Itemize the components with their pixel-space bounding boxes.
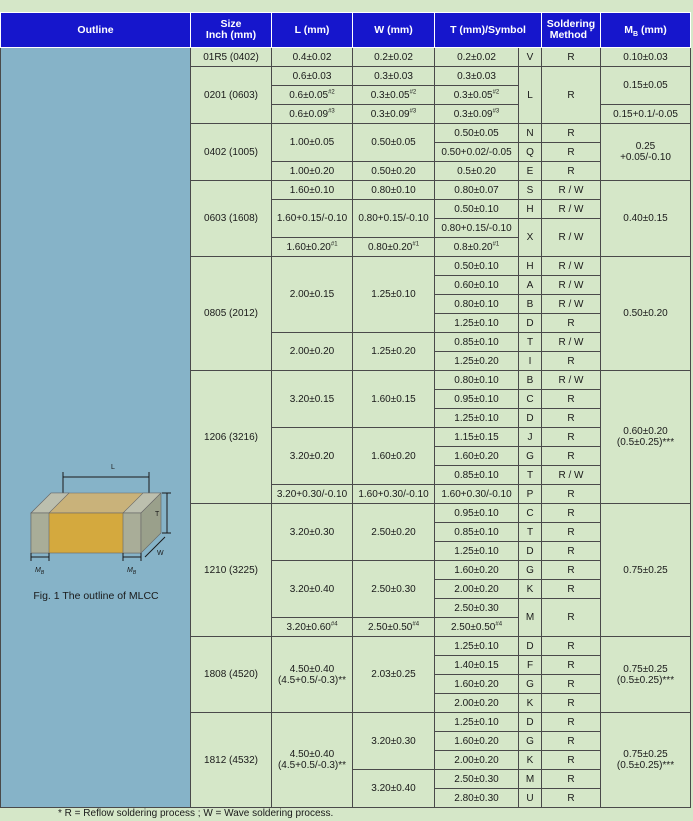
symbol-cell: S xyxy=(519,181,542,200)
l-cell: 1.60+0.15/-0.10 xyxy=(272,200,353,238)
symbol-cell: K xyxy=(519,694,542,713)
soldering-cell: R xyxy=(542,48,601,67)
t-cell: 1.25±0.10 xyxy=(435,409,519,428)
w-cell: 0.80±0.10 xyxy=(353,181,435,200)
header-l: L (mm) xyxy=(272,13,353,48)
header-w: W (mm) xyxy=(353,13,435,48)
mb-cell: 0.40±0.15 xyxy=(601,181,691,257)
soldering-cell: R xyxy=(542,447,601,466)
header-mb-prefix: M xyxy=(624,23,634,36)
w-cell: 0.50±0.20 xyxy=(353,162,435,181)
l-cell: $0.6\pm 0.05^{\#2}$ xyxy=(272,86,353,105)
footnote-mark: #1 xyxy=(412,241,420,248)
symbol-cell: D xyxy=(519,314,542,333)
t-cell: 1.60±0.20 xyxy=(435,675,519,694)
footnote-mark: #2 xyxy=(409,89,417,96)
symbol-cell: G xyxy=(519,675,542,694)
t-cell: 0.50±0.05 xyxy=(435,124,519,143)
soldering-cell: R xyxy=(542,314,601,333)
t-cell: 0.80±0.10 xyxy=(435,295,519,314)
l-cell: 3.20±0.30 xyxy=(272,504,353,561)
symbol-cell: M xyxy=(519,599,542,637)
l-cell: 3.20±0.20 xyxy=(272,428,353,485)
l-cell: 0.6±0.03 xyxy=(272,67,353,86)
mb-cell: 0.25 +0.05/-0.10 xyxy=(601,124,691,181)
header-soldering-mark: * xyxy=(589,29,593,36)
t-cell: 0.80±0.07 xyxy=(435,181,519,200)
size-cell: 1210 (3225) xyxy=(191,504,272,637)
mb-cell: 0.15+0.1/-0.05 xyxy=(601,105,691,124)
w-cell: 1.60±0.20 xyxy=(353,428,435,485)
size-cell: 1808 (4520) xyxy=(191,637,272,713)
t-cell: 1.15±0.15 xyxy=(435,428,519,447)
t-cell: 0.80+0.15/-0.10 xyxy=(435,219,519,238)
mb-cell: 0.75±0.25 (0.5±0.25)*** xyxy=(601,713,691,808)
footnote-mark: #4 xyxy=(330,621,338,628)
figure-label-t: T xyxy=(155,510,160,518)
w-cell: 3.20±0.40 xyxy=(353,770,435,808)
l-cell: 3.20+0.30/-0.10 xyxy=(272,485,353,504)
header-soldering xyxy=(542,13,601,48)
t-cell: 1.40±0.15 xyxy=(435,656,519,675)
soldering-cell: R xyxy=(542,504,601,523)
l-cell: 2.00±0.15 xyxy=(272,257,353,333)
soldering-cell: R / W xyxy=(542,276,601,295)
t-cell: $0.3\pm 0.09^{\#3}$ xyxy=(435,105,519,124)
t-cell: 0.50±0.10 xyxy=(435,200,519,219)
symbol-cell: C xyxy=(519,504,542,523)
soldering-cell: R xyxy=(542,732,601,751)
symbol-cell: T xyxy=(519,523,542,542)
soldering-cell: R xyxy=(542,789,601,808)
w-cell: 1.25±0.20 xyxy=(353,333,435,371)
t-cell: 2.80±0.30 xyxy=(435,789,519,808)
soldering-cell: R / W xyxy=(542,219,601,257)
soldering-cell: R xyxy=(542,675,601,694)
l-cell: 4.50±0.40 (4.5+0.5/-0.3)** xyxy=(272,637,353,713)
footnote-mark: #4 xyxy=(495,621,503,628)
size-cell: 1812 (4532) xyxy=(191,713,272,808)
l-cell: 1.00±0.20 xyxy=(272,162,353,181)
footnote-mark: #2 xyxy=(328,89,335,96)
size-cell: 01R5 (0402) xyxy=(191,48,272,67)
w-cell: $0.3\pm 0.05^{\#2}$ xyxy=(353,86,435,105)
table-row xyxy=(1,48,691,67)
l-cell: $3.20\pm 0.60^{\#4}$ xyxy=(272,618,353,637)
l-cell: 4.50±0.40 (4.5+0.5/-0.3)** xyxy=(272,713,353,808)
symbol-cell: K xyxy=(519,580,542,599)
soldering-cell: R xyxy=(542,523,601,542)
l-cell: 1.00±0.05 xyxy=(272,124,353,162)
header-soldering-line2: Method xyxy=(549,29,588,41)
mb-cell: 0.15±0.05 xyxy=(601,67,691,105)
figure-label-l: L xyxy=(111,463,115,471)
figure-caption: Fig. 1 The outline of MLCC xyxy=(33,589,159,602)
w-cell: 0.2±0.02 xyxy=(353,48,435,67)
mlcc-outline-diagram xyxy=(21,421,171,581)
symbol-cell: A xyxy=(519,276,542,295)
symbol-cell: D xyxy=(519,713,542,732)
soldering-cell: R xyxy=(542,656,601,675)
l-cell: 1.60±0.10 xyxy=(272,181,353,200)
symbol-cell: K xyxy=(519,751,542,770)
t-cell: 0.85±0.10 xyxy=(435,523,519,542)
t-cell: 0.85±0.10 xyxy=(435,333,519,352)
t-cell: 0.60±0.10 xyxy=(435,276,519,295)
footnote-mark: #2 xyxy=(492,89,500,96)
t-cell: 2.00±0.20 xyxy=(435,751,519,770)
t-cell: 0.95±0.10 xyxy=(435,390,519,409)
size-cell: 0805 (2012) xyxy=(191,257,272,371)
w-cell: 3.20±0.30 xyxy=(353,713,435,770)
t-cell: $0.3\pm 0.05^{\#2}$ xyxy=(435,86,519,105)
symbol-cell: I xyxy=(519,352,542,371)
t-cell: 1.25±0.10 xyxy=(435,314,519,333)
l-cell: 0.4±0.02 xyxy=(272,48,353,67)
mb-cell: 0.60±0.20 (0.5±0.25)*** xyxy=(601,371,691,504)
symbol-cell: B xyxy=(519,295,542,314)
soldering-cell: R xyxy=(542,124,601,143)
symbol-cell: D xyxy=(519,409,542,428)
t-cell: 0.95±0.10 xyxy=(435,504,519,523)
symbol-cell: G xyxy=(519,732,542,751)
header-outline: Outline xyxy=(1,13,191,48)
soldering-cell: R xyxy=(542,409,601,428)
header-mb-suffix: (mm) xyxy=(638,23,667,36)
header-size-line2: Inch (mm) xyxy=(205,29,257,41)
footnote-soldering: * R = Reflow soldering process ; W = Wave soldering process. xyxy=(58,808,334,819)
symbol-cell: D xyxy=(519,542,542,561)
t-cell: 2.00±0.20 xyxy=(435,694,519,713)
symbol-cell: N xyxy=(519,124,542,143)
t-cell: 0.2±0.02 xyxy=(435,48,519,67)
symbol-cell: P xyxy=(519,485,542,504)
mb-cell: 0.75±0.25 xyxy=(601,504,691,637)
w-cell: 1.25±0.10 xyxy=(353,257,435,333)
soldering-cell: R xyxy=(542,485,601,504)
mb-cell: 0.75±0.25 (0.5±0.25)*** xyxy=(601,637,691,713)
symbol-cell: E xyxy=(519,162,542,181)
soldering-cell: R xyxy=(542,751,601,770)
symbol-cell: G xyxy=(519,447,542,466)
soldering-cell: R xyxy=(542,599,601,637)
t-cell: $0.8\pm 0.20^{\#1}$ xyxy=(435,238,519,257)
l-cell: 2.00±0.20 xyxy=(272,333,353,371)
footnote-mark: #1 xyxy=(330,241,338,248)
size-cell: 0603 (1608) xyxy=(191,181,272,257)
t-cell: 0.50±0.10 xyxy=(435,257,519,276)
symbol-cell: J xyxy=(519,428,542,447)
soldering-cell: R xyxy=(542,713,601,732)
t-cell: 1.60+0.30/-0.10 xyxy=(435,485,519,504)
soldering-cell: R / W xyxy=(542,181,601,200)
w-cell: 2.50±0.30 xyxy=(353,561,435,618)
soldering-cell: R xyxy=(542,162,601,181)
t-cell: 1.60±0.20 xyxy=(435,732,519,751)
l-cell: $0.6\pm 0.09^{\#3}$ xyxy=(272,105,353,124)
symbol-cell: T xyxy=(519,466,542,485)
w-cell: 1.60+0.30/-0.10 xyxy=(353,485,435,504)
soldering-cell: R xyxy=(542,143,601,162)
t-cell: 1.25±0.10 xyxy=(435,542,519,561)
header-soldering-line1: Soldering xyxy=(546,18,596,30)
symbol-cell: C xyxy=(519,390,542,409)
soldering-cell: R xyxy=(542,561,601,580)
mlcc-figure xyxy=(1,278,191,602)
w-cell: 0.80+0.15/-0.10 xyxy=(353,200,435,238)
header-mb-sub: B xyxy=(633,30,639,38)
w-cell: $0.3\pm 0.09^{\#3}$ xyxy=(353,105,435,124)
figure-label-w: W xyxy=(157,549,164,557)
w-cell: $0.80\pm 0.20^{\#1}$ xyxy=(353,238,435,257)
size-cell: 0402 (1005) xyxy=(191,124,272,181)
soldering-cell: R / W xyxy=(542,295,601,314)
header-t-symbol: T (mm)/Symbol xyxy=(435,13,542,48)
size-cell: 1206 (3216) xyxy=(191,371,272,504)
outline-figure-cell xyxy=(1,48,191,808)
w-cell: 2.50±0.20 xyxy=(353,504,435,561)
t-cell: 1.25±0.10 xyxy=(435,637,519,656)
t-cell: $2.50\pm 0.50^{\#4}$ xyxy=(435,618,519,637)
t-cell: 1.25±0.10 xyxy=(435,713,519,732)
soldering-cell: R xyxy=(542,67,601,124)
symbol-cell: B xyxy=(519,371,542,390)
mlcc-dimension-table xyxy=(0,12,691,808)
soldering-cell: R xyxy=(542,694,601,713)
t-cell: 0.5±0.20 xyxy=(435,162,519,181)
symbol-cell: D xyxy=(519,637,542,656)
symbol-cell: X xyxy=(519,219,542,257)
header-size-line1: Size xyxy=(220,18,242,30)
soldering-cell: R xyxy=(542,770,601,789)
l-cell: $1.60\pm 0.20^{\#1}$ xyxy=(272,238,353,257)
t-cell: 2.00±0.20 xyxy=(435,580,519,599)
t-cell: 1.60±0.20 xyxy=(435,561,519,580)
symbol-cell: M xyxy=(519,770,542,789)
w-cell: 2.03±0.25 xyxy=(353,637,435,713)
w-cell: $2.50\pm 0.50^{\#4}$ xyxy=(353,618,435,637)
t-cell: 1.60±0.20 xyxy=(435,447,519,466)
symbol-cell: V xyxy=(519,48,542,67)
l-cell: 3.20±0.40 xyxy=(272,561,353,618)
symbol-cell: G xyxy=(519,561,542,580)
mb-cell: 0.50±0.20 xyxy=(601,257,691,371)
figure-label-mb-right: $M_B$ xyxy=(127,566,137,576)
soldering-cell: R / W xyxy=(542,466,601,485)
symbol-cell: Q xyxy=(519,143,542,162)
t-cell: 0.85±0.10 xyxy=(435,466,519,485)
soldering-cell: R xyxy=(542,542,601,561)
symbol-cell: L xyxy=(519,67,542,124)
w-cell: 0.50±0.05 xyxy=(353,124,435,162)
mb-cell: 0.10±0.03 xyxy=(601,48,691,67)
t-cell: 1.25±0.20 xyxy=(435,352,519,371)
symbol-cell: T xyxy=(519,333,542,352)
symbol-cell: F xyxy=(519,656,542,675)
soldering-cell: R / W xyxy=(542,257,601,276)
soldering-cell: R / W xyxy=(542,333,601,352)
size-cell: 0201 (0603) xyxy=(191,67,272,124)
footnote-mark: #3 xyxy=(492,108,500,115)
t-cell: 2.50±0.30 xyxy=(435,770,519,789)
footnote-mark: #3 xyxy=(328,108,335,115)
t-cell: 0.3±0.03 xyxy=(435,67,519,86)
soldering-cell: R xyxy=(542,428,601,447)
header-size xyxy=(191,13,272,48)
t-cell: 2.50±0.30 xyxy=(435,599,519,618)
soldering-cell: R / W xyxy=(542,371,601,390)
header-mb xyxy=(601,13,691,48)
w-cell: 0.3±0.03 xyxy=(353,67,435,86)
symbol-cell: H xyxy=(519,257,542,276)
symbol-cell: H xyxy=(519,200,542,219)
soldering-cell: R / W xyxy=(542,200,601,219)
soldering-cell: R xyxy=(542,637,601,656)
footnote-mark: #1 xyxy=(492,241,500,248)
t-cell: 0.50+0.02/-0.05 xyxy=(435,143,519,162)
l-cell: 3.20±0.15 xyxy=(272,371,353,428)
footnote-mark: #4 xyxy=(412,621,420,628)
soldering-cell: R xyxy=(542,580,601,599)
footnote-mark: #3 xyxy=(409,108,417,115)
w-cell: 1.60±0.15 xyxy=(353,371,435,428)
t-cell: 0.80±0.10 xyxy=(435,371,519,390)
soldering-cell: R xyxy=(542,390,601,409)
soldering-cell: R xyxy=(542,352,601,371)
figure-label-mb-left: $M_B$ xyxy=(35,566,45,576)
symbol-cell: U xyxy=(519,789,542,808)
table-header-row xyxy=(1,13,691,48)
